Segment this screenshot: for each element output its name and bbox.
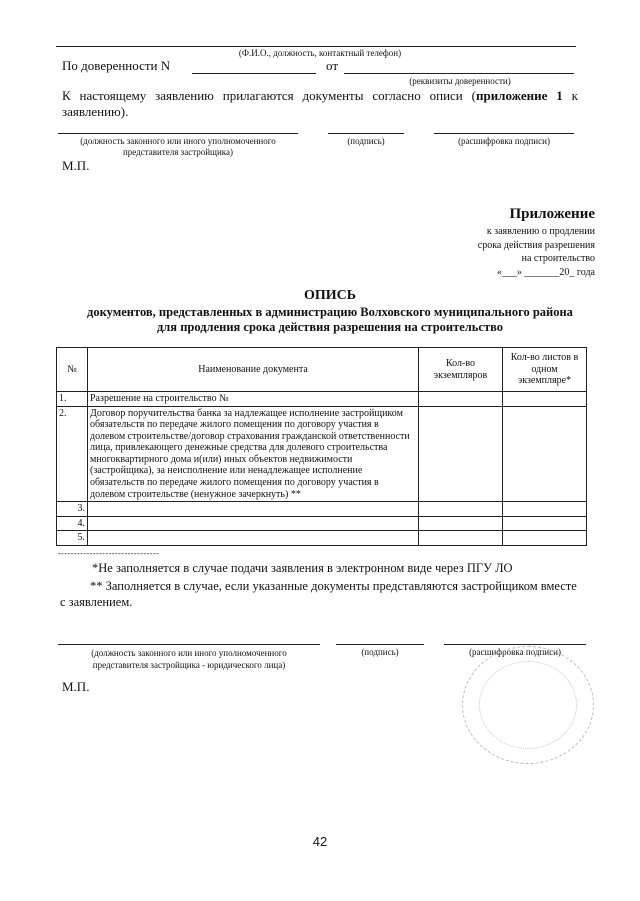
footnote-1: *Не заполняется в случае подачи заявления в электронном виде через ПГУ ЛО bbox=[92, 561, 513, 575]
inventory-title: ОПИСЬ bbox=[303, 288, 357, 303]
appendix-line2: срока действия разрешения bbox=[477, 239, 595, 251]
row-sheets-cell[interactable] bbox=[503, 406, 587, 502]
row-number: 5. bbox=[57, 531, 88, 546]
stamp-inner-ring bbox=[479, 661, 577, 749]
row-doc-name: Разрешение на строительство № bbox=[88, 392, 419, 407]
col-header-number: № bbox=[57, 348, 88, 392]
inventory-subtitle-1: документов, представленных в администрацию Волховского муниципального района bbox=[87, 305, 573, 319]
footnote-rule: -------------------------------- bbox=[58, 549, 160, 558]
table-row bbox=[57, 516, 587, 531]
row-number: 4. bbox=[57, 516, 88, 531]
appendix-block bbox=[420, 206, 595, 279]
attachment-text: К настоящему заявлению прилагаются документы согласно описи ( bbox=[62, 88, 476, 103]
attachment-end: к заявлению). bbox=[62, 88, 578, 119]
bottom-signature-caption: (подпись) bbox=[361, 647, 399, 657]
bottom-position-caption bbox=[58, 647, 320, 671]
appendix-line3: на строительство bbox=[521, 253, 595, 264]
appendix-heading: Приложение bbox=[509, 206, 595, 222]
footnote-2-text: ** Заполняется в случае, если указанные документы представляются застройщиком вместе с заявлением. bbox=[60, 579, 577, 609]
faded-stamp bbox=[462, 646, 594, 764]
proxy-date-line bbox=[344, 73, 574, 74]
bottom-decode-caption: (расшифровка подписи) bbox=[469, 647, 561, 657]
row-doc-name[interactable] bbox=[88, 516, 419, 531]
seal-place-bottom: М.П. bbox=[62, 679, 90, 694]
inventory-table bbox=[56, 347, 587, 546]
sig-position-caption-line2: представителя застройщика) bbox=[122, 147, 234, 157]
bottom-position-caption-line2: представителя застройщика - юридического лица) bbox=[92, 660, 286, 670]
col-header-copies: Кол-во экземпляров bbox=[419, 348, 503, 392]
appendix-line1: к заявлению о продлении bbox=[486, 226, 595, 237]
row-sheets-cell[interactable] bbox=[503, 502, 587, 517]
row-doc-name: Договор поручительства банка за надлежащее исполнение застройщиком обязательств по передаче жилого помещения по договору участия в долевом строительстве/договор страхования гражданской ответственности лица, привлекающего денежные средства для долевого строительства многоквартирного дома и(или) иных объектов недвижимости (застройщика), за неисполнение или ненадлежащее исполнение обязательств по передаче жилого помещения по договору участия в долевом строительстве (ненужное зачеркнуть) ** bbox=[88, 406, 419, 502]
row-doc-name[interactable] bbox=[88, 531, 419, 546]
fio-line bbox=[56, 46, 576, 47]
row-copies-cell[interactable] bbox=[419, 516, 503, 531]
inventory-subtitle-2: для продления срока действия разрешения на строительство bbox=[156, 320, 504, 334]
appendix-date-line: «___» _______20_ года bbox=[496, 266, 595, 278]
row-copies-cell[interactable] bbox=[419, 392, 503, 407]
bottom-position-line bbox=[58, 644, 320, 645]
row-sheets-cell[interactable] bbox=[503, 392, 587, 407]
col-header-doc-name: Наименование документа bbox=[88, 348, 419, 392]
page-number: 42 bbox=[312, 834, 328, 849]
attachment-bold: приложение 1 bbox=[475, 88, 563, 103]
row-sheets-cell[interactable] bbox=[503, 516, 587, 531]
table-row bbox=[57, 502, 587, 517]
bottom-decode-line bbox=[444, 644, 586, 645]
row-number: 3. bbox=[57, 502, 88, 517]
table-row bbox=[57, 531, 587, 546]
row-copies-cell[interactable] bbox=[419, 531, 503, 546]
bottom-position-caption-line1: (должность законного или иного уполномоченного bbox=[91, 648, 287, 658]
row-copies-cell[interactable] bbox=[419, 406, 503, 502]
row-sheets-cell[interactable] bbox=[503, 531, 587, 546]
attachment-paragraph bbox=[62, 88, 578, 120]
sig-signature-caption: (подпись) bbox=[347, 136, 385, 146]
row-number: 2. bbox=[57, 406, 88, 502]
sig-position-caption bbox=[58, 136, 298, 158]
sig-decode-caption: (расшифровка подписи) bbox=[458, 136, 550, 146]
proxy-number-line bbox=[192, 73, 316, 74]
proxy-label: По доверенности N bbox=[62, 58, 171, 73]
table-header-row bbox=[57, 348, 587, 392]
fio-caption: (Ф.И.О., должность, контактный телефон) bbox=[238, 48, 402, 58]
footnote-2 bbox=[60, 578, 580, 610]
row-copies-cell[interactable] bbox=[419, 502, 503, 517]
seal-place-top: М.П. bbox=[62, 158, 90, 173]
proxy-from-label: от bbox=[326, 58, 339, 73]
table-row bbox=[57, 406, 587, 502]
bottom-signature-line bbox=[336, 644, 424, 645]
col-header-sheets: Кол-во листов в одном экземпляре* bbox=[503, 348, 587, 392]
sig-decode-line bbox=[434, 133, 574, 134]
row-doc-name[interactable] bbox=[88, 502, 419, 517]
sig-signature-line bbox=[328, 133, 404, 134]
table-row bbox=[57, 392, 587, 407]
sig-position-caption-line1: (должность законного или иного уполномоченного bbox=[80, 136, 276, 146]
sig-position-line bbox=[58, 133, 298, 134]
row-number: 1. bbox=[57, 392, 88, 407]
proxy-details-caption: (реквизиты доверенности) bbox=[409, 76, 511, 86]
